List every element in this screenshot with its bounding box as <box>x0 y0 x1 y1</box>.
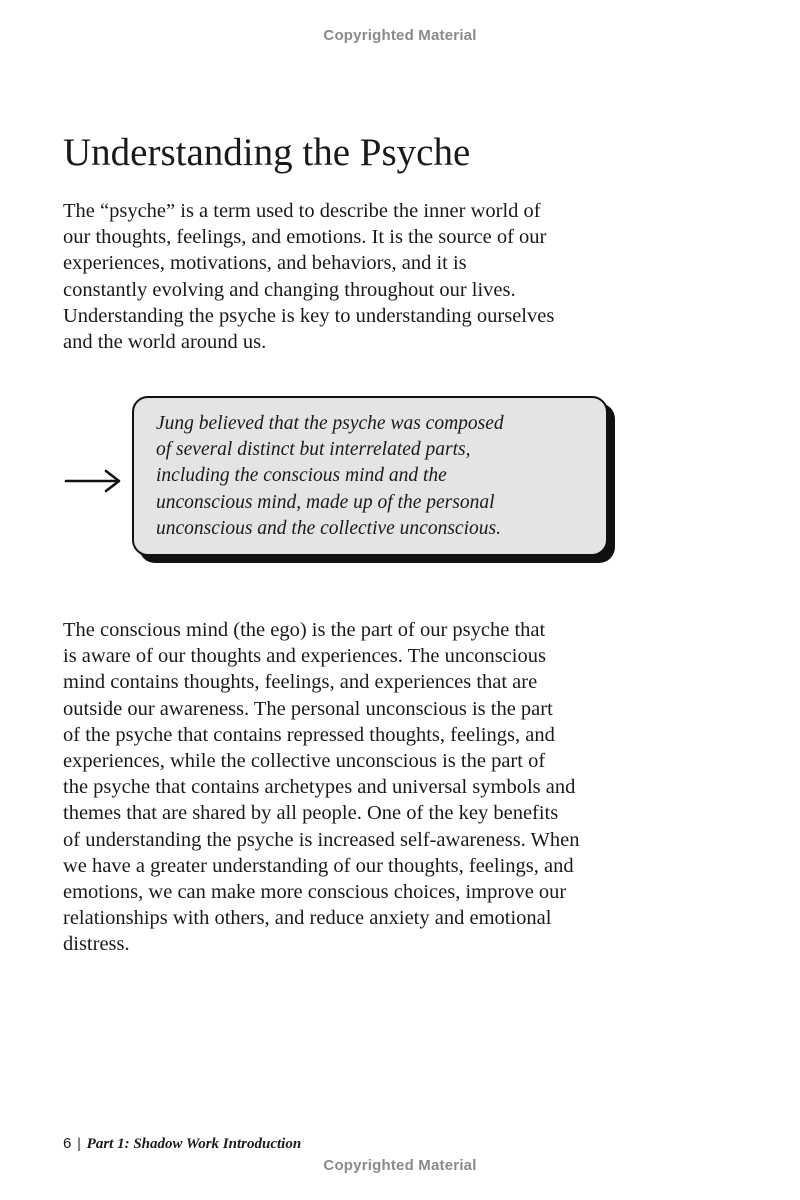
callout-quote <box>156 411 606 542</box>
copyright-footer: Copyrighted Material <box>323 1157 477 1174</box>
right-arrow-icon <box>64 466 122 496</box>
paragraph-line: experiences, motivations, and behaviors, and it is <box>63 252 467 275</box>
footer-separator: | <box>77 1136 81 1152</box>
paragraph-line: our thoughts, feelings, and emotions. It is the source of our <box>63 226 547 249</box>
copyright-header: Copyrighted Material <box>323 27 477 44</box>
callout-line: unconscious and the collective unconscious. <box>156 517 501 539</box>
paragraph-line: themes that are shared by all people. One of the key benefits <box>63 802 559 825</box>
paragraph-line: The conscious mind (the ego) is the part of our psyche that <box>63 619 546 641</box>
paragraph-line: of the psyche that contains repressed thoughts, feelings, and <box>63 723 555 746</box>
callout-line: Jung believed that the psyche was composed <box>156 413 504 434</box>
callout-line: unconscious mind, made up of the personal <box>156 491 495 513</box>
paragraph-line: is aware of our thoughts and experiences. The unconscious <box>63 645 546 668</box>
callout-box <box>132 396 608 556</box>
paragraph-line: distress. <box>63 933 130 956</box>
paragraph-line: we have a greater understanding of our thoughts, feelings, and <box>63 854 574 877</box>
body-paragraph <box>63 617 580 958</box>
paragraph-line: experiences, while the collective unconscious is the part of <box>63 750 546 773</box>
paragraph-line: of understanding the psyche is increased self-awareness. When <box>63 828 580 851</box>
page-footer <box>63 1134 301 1154</box>
paragraph-line: and the world around us. <box>63 331 267 354</box>
paragraph-line: The “psyche” is a term used to describe the inner world of <box>63 200 541 222</box>
paragraph-line: emotions, we can make more conscious choices, improve our <box>63 881 567 904</box>
page-title: Understanding the Psyche <box>63 131 471 174</box>
paragraph-line: the psyche that contains archetypes and universal symbols and <box>63 776 576 799</box>
page-number: 6 <box>63 1135 72 1152</box>
paragraph-line: outside our awareness. The personal unconscious is the part <box>63 697 553 720</box>
paragraph-line: relationships with others, and reduce anxiety and emotional <box>63 907 552 930</box>
intro-paragraph <box>63 198 554 355</box>
paragraph-line: Understanding the psyche is key to understanding ourselves <box>63 304 555 327</box>
callout-line: including the conscious mind and the <box>156 465 447 487</box>
callout-line: of several distinct but interrelated parts, <box>156 439 471 461</box>
section-title: Part 1: Shadow Work Introduction <box>86 1136 302 1152</box>
paragraph-line: constantly evolving and changing throughout our lives. <box>63 278 516 301</box>
paragraph-line: mind contains thoughts, feelings, and experiences that are <box>63 671 538 694</box>
